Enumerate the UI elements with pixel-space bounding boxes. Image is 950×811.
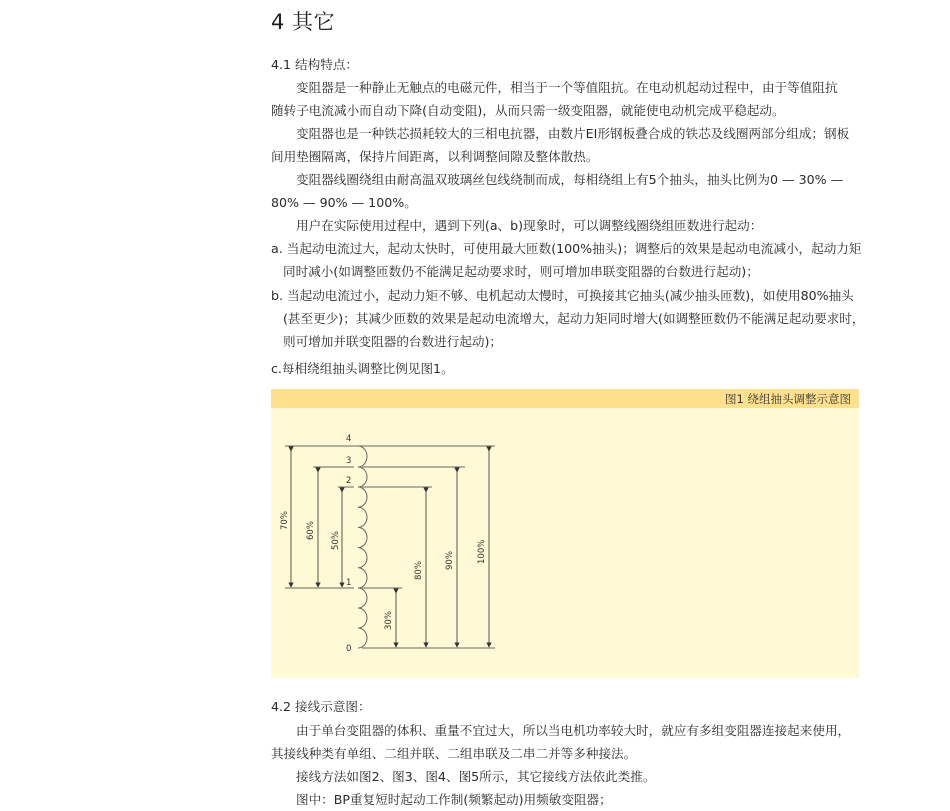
list-item-b-cont: 则可增加并联变阻器的台数进行起动)； (283, 334, 503, 349)
section-4-2-heading: 4.2 接线示意图： (271, 699, 371, 714)
tap-label: 3 (346, 456, 352, 466)
section-title: 4 其它 (271, 10, 336, 34)
coil (358, 446, 367, 648)
paragraph-text: 图中：BP重复短时起动工作制(频繁起动)用频敏变阻器； (296, 792, 612, 807)
paragraph-text: 间用垫圈隔离，保持片间距离，以利调整间隙及整体散热。 (271, 149, 599, 164)
paragraph-text: 用户在实际使用过程中，遇到下列(a、b)现象时，可以调整线圈绕组匝数进行起动： (296, 218, 763, 233)
paragraph-text: 由于单台变阻器的体积、重量不宜过大，所以当电机功率较大时，就应有多组变阻器连接起来使用， (296, 723, 851, 738)
section-4-1-heading: 4.1 结构特点： (271, 57, 359, 72)
tap-label: 4 (346, 434, 352, 444)
paragraph-text: 其接线种类有单组、二组并联、二组串联及二串二并等多种接法。 (271, 746, 637, 761)
dim-label: 80% (414, 561, 424, 580)
paragraph-text: 变阻器线圈绕组由耐高温双玻璃丝包线绕制而成，每相绕组上有5个抽头，抽头比例为0 — 30% — (296, 172, 844, 187)
paragraph-text: 变阻器是一种静止无触点的电磁元件，相当于一个等值阻抗。在电动机起动过程中，由于等值阻抗 (296, 80, 838, 95)
dim-label: 50% (331, 531, 341, 550)
dim-label: 30% (384, 611, 394, 630)
tap-label: 2 (346, 476, 352, 486)
dim-label: 60% (306, 521, 316, 540)
paragraph-text: 变阻器也是一种铁芯损耗较大的三相电抗器，由数片EI形钢板叠合成的铁芯及线圈两部分组成；钢板 (296, 126, 850, 141)
paragraph-text: 接线方法如图2、图3、图4、图5所示，其它接线方法依此类推。 (296, 769, 656, 784)
tap-label: 1 (346, 578, 352, 588)
dim-label: 100% (477, 539, 487, 564)
paragraph-text: 80% — 90% — 100%。 (271, 195, 417, 210)
paragraph-text: 随转子电流减小而自动下降(自动变阻)，从而只需一级变阻器，就能使电动机完成平稳起动。 (271, 103, 785, 118)
list-item-b-cont: (甚至更少)；其减少匝数的效果是起动电流增大，起动力矩同时增大(如调整匝数仍不能满足起动要求时， (283, 311, 865, 326)
dim-label: 70% (280, 511, 290, 530)
list-item-a-cont: 同时减小(如调整匝数仍不能满足起动要求时，则可增加串联变阻器的台数进行起动)； (283, 264, 759, 279)
dim-label: 90% (445, 551, 455, 570)
list-item-c: c.每相绕组抽头调整比例见图1。 (271, 361, 454, 376)
figure-title: 图1 绕组抽头调整示意图 (725, 392, 851, 406)
list-item-a: a. 当起动电流过大，起动太快时，可使用最大匝数(100%抽头)；调整后的效果是起动电流减小，起动力矩 (271, 241, 862, 256)
tap-label: 0 (346, 644, 352, 654)
list-item-b: b. 当起动电流过小，起动力矩不够、电机起动太慢时，可换接其它抽头(减少抽头匝数)，如使用80%抽头 (271, 288, 854, 303)
